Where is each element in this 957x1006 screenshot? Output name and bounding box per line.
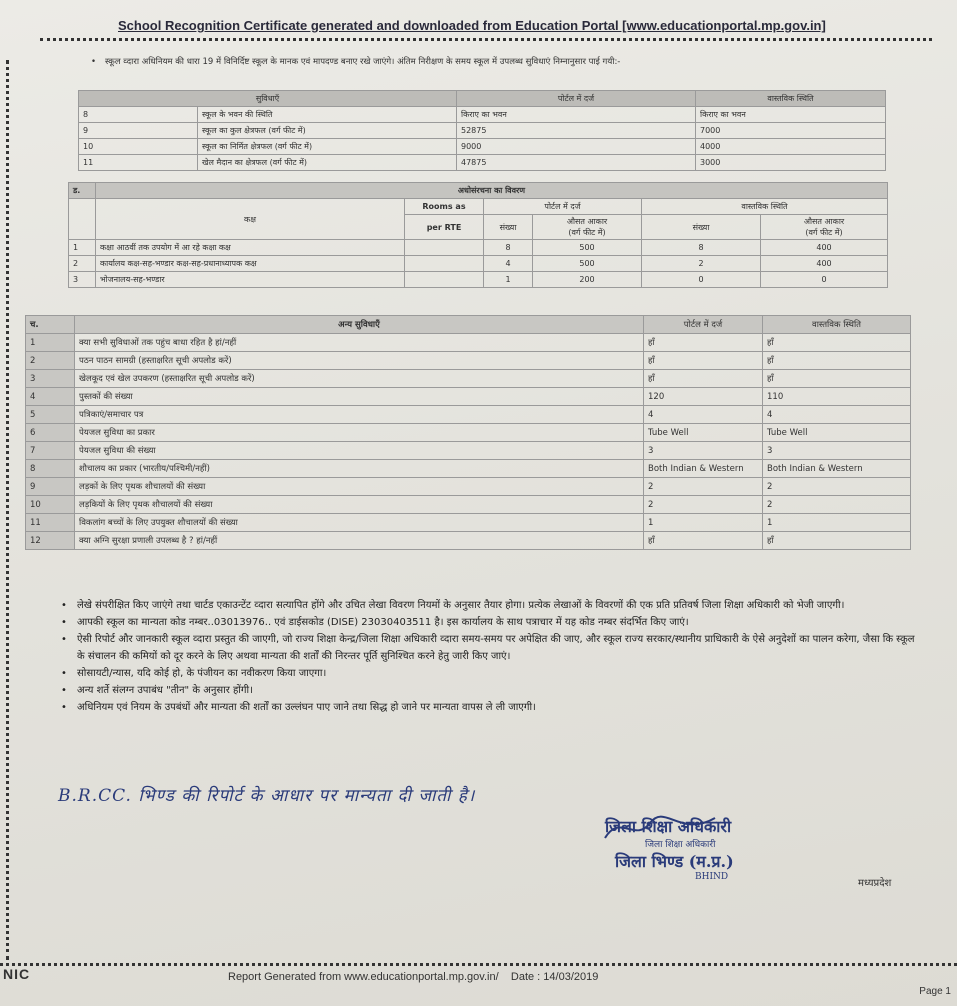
table-row: 3 भोजनालय-सह-भण्डार 1 200 0 0 xyxy=(69,272,888,288)
table-row: 5 पत्रिकाएं/समाचार पत्र 4 4 xyxy=(26,406,911,424)
col-rooms-as: Rooms as xyxy=(405,199,484,215)
other-facilities-table xyxy=(25,315,911,550)
col-actual-avg: औसत आकार (वर्ग फीट में) xyxy=(761,215,888,240)
table-row: 8 शौचालय का प्रकार (भारतीय/पश्चिमी/नहीं) Both Indian & Western Both Indian & Western xyxy=(26,460,911,478)
col-per-rte: per RTE xyxy=(405,215,484,240)
infra-header-row xyxy=(69,199,888,215)
table-row: 9 लड़कों के लिए पृथक शौचालयों की संख्या 2 2 xyxy=(26,478,911,496)
col-portal: पोर्टल में दर्ज xyxy=(644,316,763,334)
other-title: अन्य सुविधाएँ xyxy=(75,316,644,334)
condition-item: • अधिनियम एवं नियम के उपबंधों और मान्यता की शर्तों का उल्लंघन पाए जाने तथा सिद्ध हो जाने पर मान्यता वापस ले ली जाएगी। xyxy=(65,699,923,716)
intro-text: • स्कूल व्दारा अधिनियम की धारा 19 में विनिर्दिष्ट स्कूल के मानक एवं मापदण्ड बनाए रखे जाएंगे। अंतिम निरीक्षण के समय स्कूल में उपलब्ध सुविधाएं निम्नानुसार पाई गयी:- xyxy=(91,57,621,67)
infra-section-no: ड. xyxy=(69,183,96,199)
col-portal-avg: औसत आकार (वर्ग फीट में) xyxy=(533,215,642,240)
col-actual-count: संख्या xyxy=(642,215,761,240)
footer-date: Date : 14/03/2019 xyxy=(510,971,599,983)
page-number: Page 1 xyxy=(919,986,951,997)
table-row: 8 स्कूल के भवन की स्थिति किराए का भवन किराए का भवन xyxy=(79,107,886,123)
stamp-line-2: जिला शिक्षा अधिकारी xyxy=(645,840,716,850)
state-label: मध्यप्रदेश xyxy=(858,878,892,889)
col-portal: पोर्टल में दर्ज xyxy=(484,199,642,215)
col-actual: वास्तविक स्थिति xyxy=(696,91,886,107)
col-actual: वास्तविक स्थिति xyxy=(763,316,911,334)
infra-title: अधोसंरचना का विवरण xyxy=(96,183,888,199)
col-room: कक्ष xyxy=(96,199,405,240)
official-stamp xyxy=(605,815,845,882)
table-row: 11 विकलांग बच्चों के लिए उपयुक्त शौचालयों की संख्या 1 1 xyxy=(26,514,911,532)
stamp-line-1: जिला शिक्षा अधिकारी xyxy=(605,817,732,836)
footer-generated: Report Generated from www.educationportal.mp.gov.in/ xyxy=(228,971,499,983)
nic-logo: NIC xyxy=(3,966,31,982)
infrastructure-table xyxy=(68,182,888,288)
condition-item: • अन्य शर्ते संलग्न उपाबंध "तीन" के अनुसार होंगी। xyxy=(65,682,923,699)
other-header-row xyxy=(26,316,911,334)
stamp-line-3: जिला भिण्ड (म.प्र.) xyxy=(615,852,734,871)
table-row: 2 कार्यालय कक्ष-सह-भण्डार कक्ष-सह-प्रधानाध्यापक कक्ष 4 500 2 400 xyxy=(69,256,888,272)
col-portal-count: संख्या xyxy=(484,215,533,240)
table-row: 12 क्या अग्नि सुरक्षा प्रणाली उपलब्ध है ? हां/नहीं हाँ हाँ xyxy=(26,532,911,550)
condition-item: • सोसायटी/न्यास, यदि कोई हो, के पंजीयन का नवीकरण किया जाएगा। xyxy=(65,665,923,682)
handwritten-note: B.R.CC. भिण्ड की रिपोर्ट के आधार पर मान्यता दी जाती है। xyxy=(58,786,476,806)
table-row: 4 पुस्तकों की संख्या 120 110 xyxy=(26,388,911,406)
facilities-header-row xyxy=(79,91,886,107)
table-row: 11 खेल मैदान का क्षेत्रफल (वर्ग फीट में) 47875 3000 xyxy=(79,155,886,171)
bottom-dotted-divider xyxy=(0,963,957,966)
table-row: 3 खेलकूद एवं खेल उपकरण (हस्ताक्षरित सूची अपलोड करें) हाँ हाँ xyxy=(26,370,911,388)
other-section-no: च. xyxy=(26,316,75,334)
condition-item: • लेखे संपरीक्षित किए जाएंगे तथा चार्टड एकाउन्टेंट व्दारा सत्यापित होंगे और उचित लेखा विवरण नियमों के अनुसार तैयार होगा। प्रत्येक लेखाओं के विवरणों की एक प्रति प्रतिवर्ष जिला शिक्षा अधिकारी को भेजी जाएगी। xyxy=(65,597,923,614)
table-row: 1 क्या सभी सुविधाओं तक पहुंच बाधा रहित है हां/नहीं हाँ हाँ xyxy=(26,334,911,352)
top-dotted-divider xyxy=(40,38,932,41)
table-row: 9 स्कूल का कुल क्षेत्रफल (वर्ग फीट में) 52875 7000 xyxy=(79,123,886,139)
col-actual: वास्तविक स्थिति xyxy=(642,199,888,215)
conditions-list xyxy=(65,597,923,716)
page-title: School Recognition Certificate generated and downloaded from Education Portal [www.educationportal.mp.gov.in] xyxy=(118,18,826,33)
table-row: 2 पठन पाठन सामग्री (हस्ताक्षरित सूची अपलोड करें) हाँ हाँ xyxy=(26,352,911,370)
col-facility: सुविधाएँ xyxy=(79,91,457,107)
table-row: 10 स्कूल का निर्मित क्षेत्रफल (वर्ग फीट में) 9000 4000 xyxy=(79,139,886,155)
footer-text xyxy=(228,971,598,983)
infra-title-row xyxy=(69,183,888,199)
table-row: 10 लड़कियों के लिए पृथक शौचालयों की संख्या 2 2 xyxy=(26,496,911,514)
facilities-table xyxy=(78,90,886,171)
condition-item: • ऐसी रिपोर्ट और जानकारी स्कूल व्दारा प्रस्तुत की जाएगी, जो राज्य शिक्षा केन्द्र/जिला शिक्षा अधिकारी व्दारा समय-समय पर अपेक्षित की जाए, और स्कूल राज्य सरकार/स्थानीय प्राधिकारी के ऐसे अनुदेशों का पालन करेगा, जैसा कि स्कूल के संचालन की कमियों को दूर करने के लिए अथवा मान्यता की शर्तों की निरन्तर पूर्ति सुनिश्चित करने हेतु जारी किए जाएं। xyxy=(65,631,923,665)
table-row: 1 कक्षा आठवीं तक उपयोग में आ रहे कक्षा कक्ष 8 500 8 400 xyxy=(69,240,888,256)
col-portal: पोर्टल में दर्ज xyxy=(457,91,696,107)
left-dotted-border xyxy=(6,60,9,960)
stamp-line-4: BHIND xyxy=(695,872,729,882)
table-row: 6 पेयजल सुविधा का प्रकार Tube Well Tube Well xyxy=(26,424,911,442)
condition-item: • आपकी स्कूल का मान्यता कोड नम्बर..03013976.. एवं डाईसकोड (DISE) 23030403511 है। इस कार्यालय के साथ पत्राचार में यह कोड नम्बर संदर्भित किए जाएं। xyxy=(65,614,923,631)
table-row: 7 पेयजल सुविधा की संख्या 3 3 xyxy=(26,442,911,460)
